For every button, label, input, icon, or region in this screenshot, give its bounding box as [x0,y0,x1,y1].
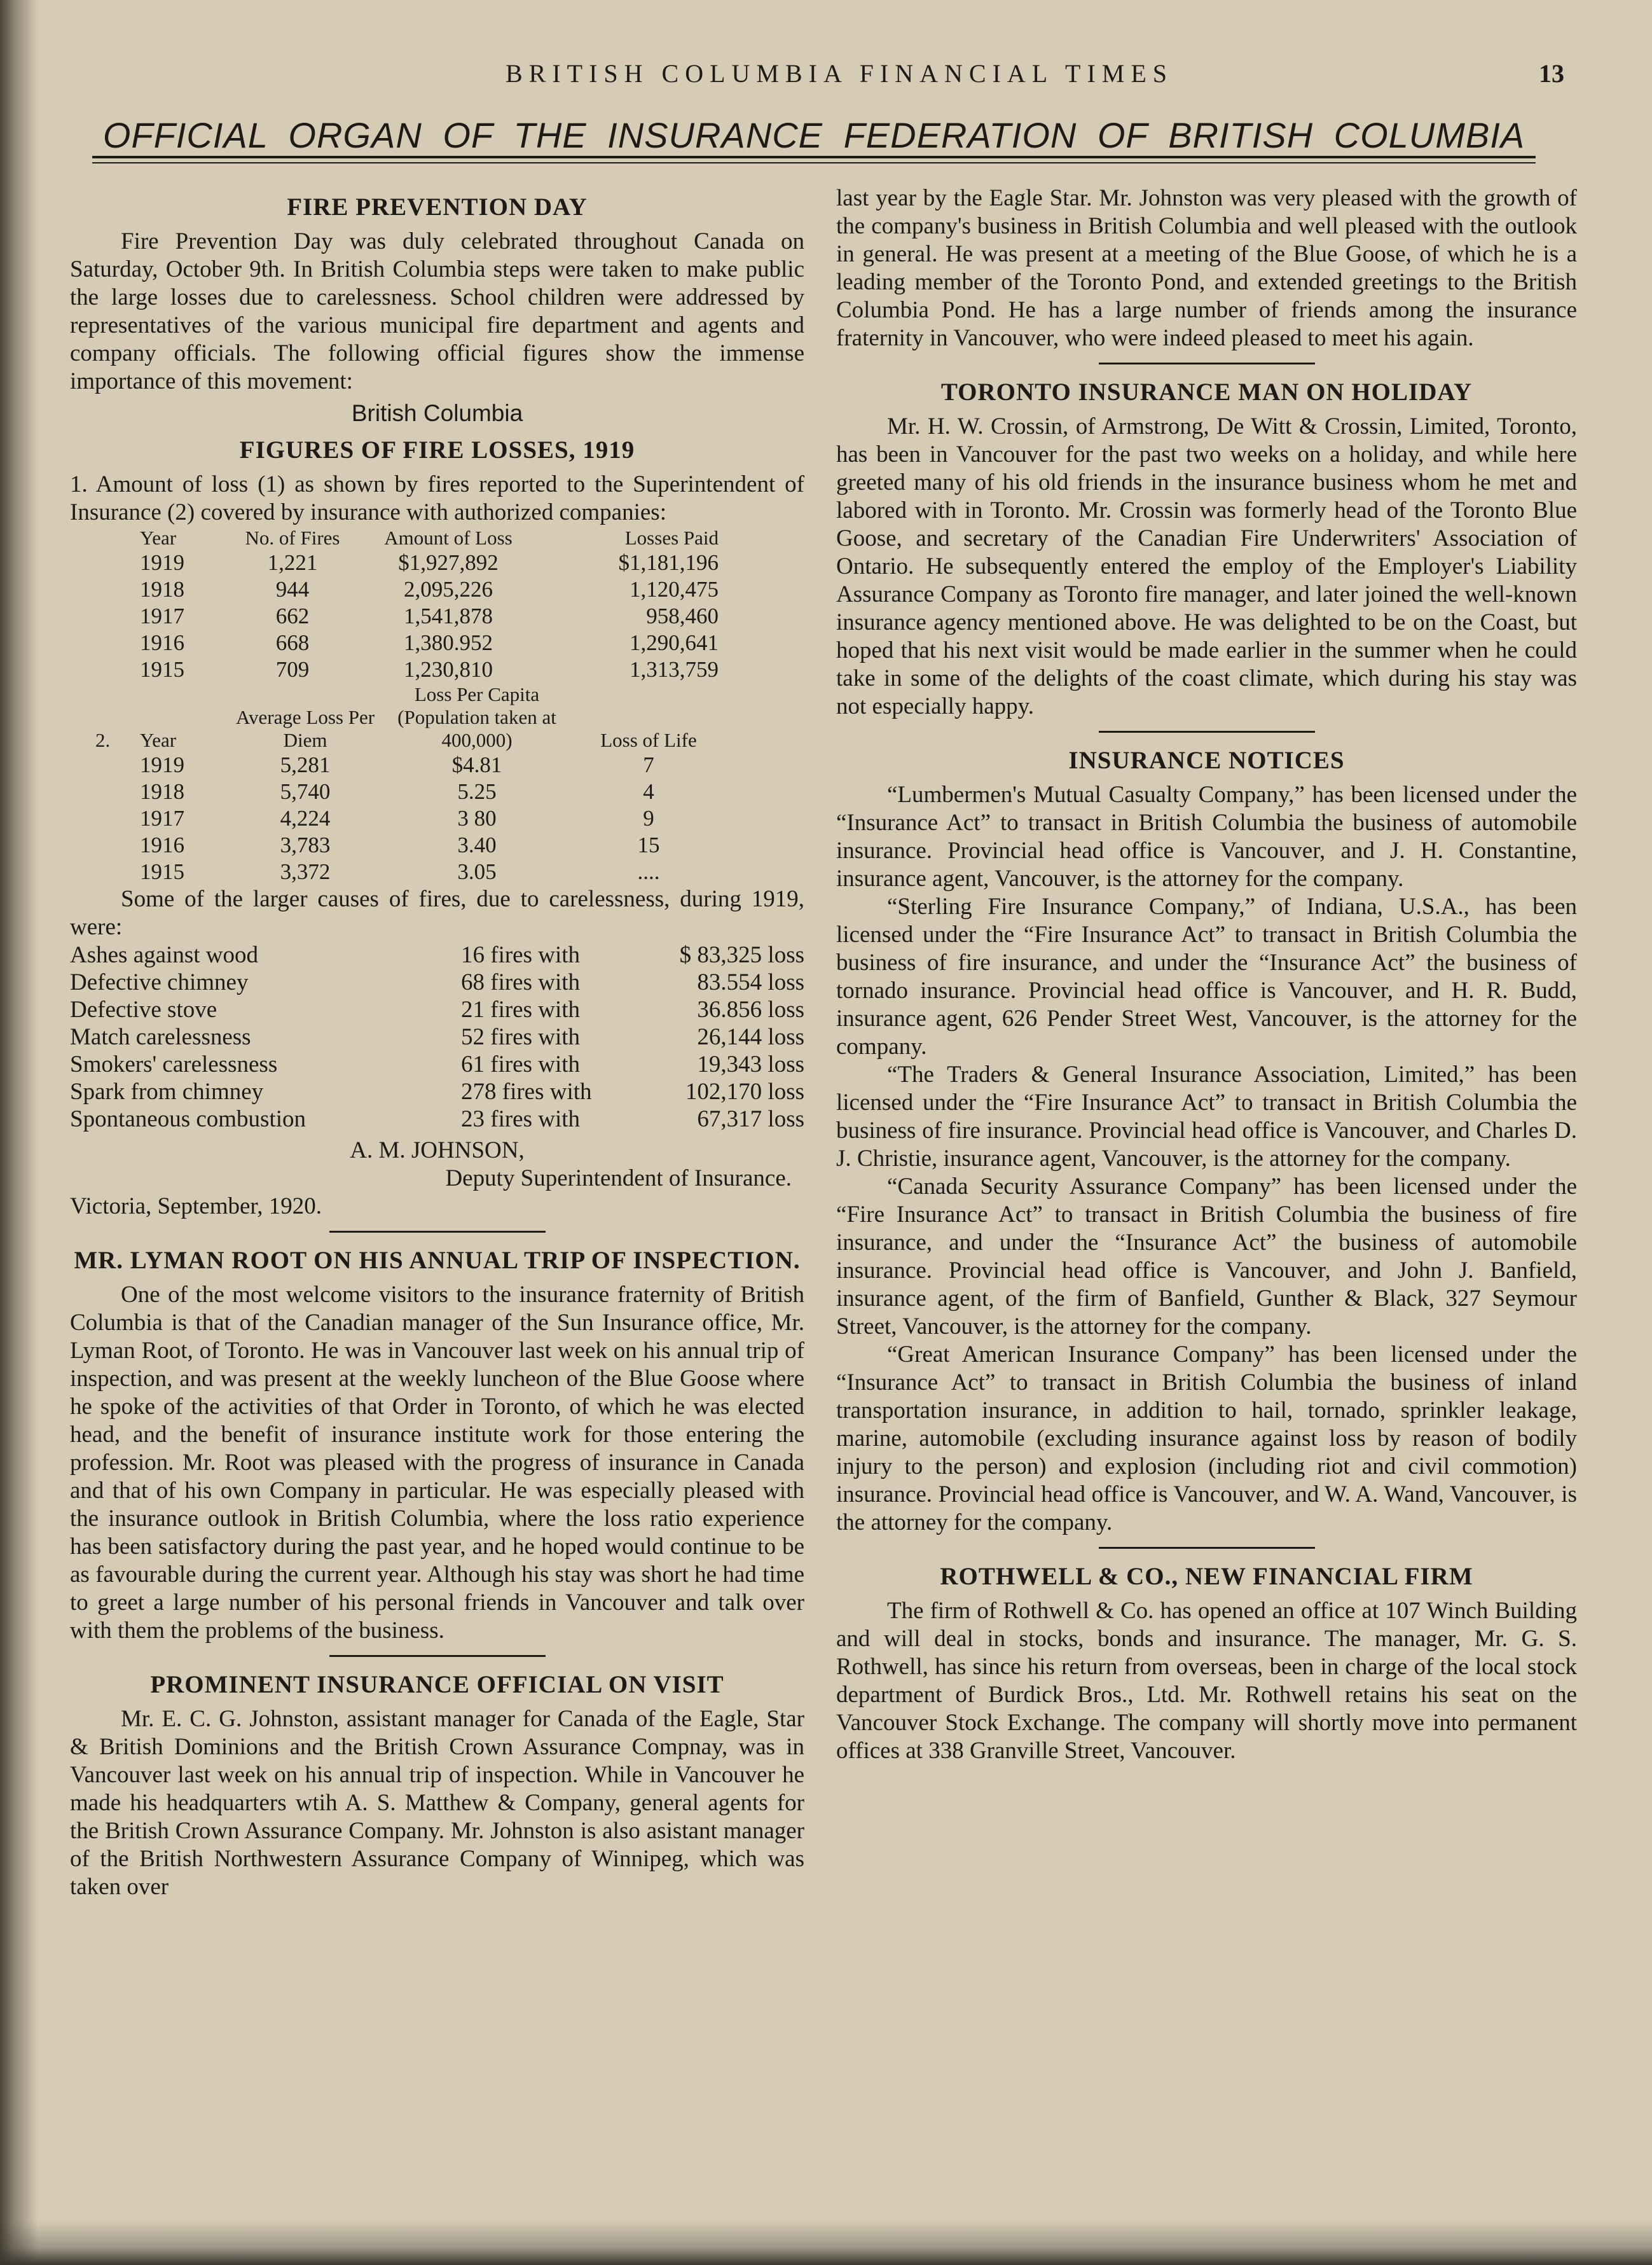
rothwell-headline: ROTHWELL & CO., NEW FINANCIAL FIRM [940,1563,1473,1590]
toronto-man-body: Mr. H. W. Crossin, of Armstrong, De Witt & Crossin, Limited, Toronto, has been in Vancouver for the past two weeks on a holiday, and while here greeted many of his old friends in the insurance business whom he met and labored with in Toronto. Mr. Crossin was formerly head of the Toronto Blue Goose, and secretary of the Canadian Fire Underwriters' Association of Ontario. He subsequently entered the employ of the Employer's Liability Assurance Company as Toronto fire manager, and later joined the well-known insurance agency mentioned above. He was delighted to be on the Coast, but hoped that his next visit would be made earlier in the summer when he could take in some of the delights of the coast climate, which during his stay was not especially happy. [836,413,1577,719]
page-bottom-shadow [0,2220,1652,2265]
cause-amount: 36.856 loss [697,997,804,1023]
left-column [70,184,804,1901]
signature-name: A. M. JOHNSON, [350,1137,525,1163]
table-cell: 3.05 [457,859,497,884]
table-cell [95,779,140,805]
johnston-body-left: Mr. E. C. G. Johnston, assistant manager for Canada of the Eagle, Star & British Dominions and the British Crown Assurance Compnay, was in Vancouver last week on his annual trip of inspection. While in Vancouver he made his headquarters wtih A. S. Matthew & Company, general agents for the British Crown Assurance Company. Mr. Johnston is also asistant manager of the British Northwestern Assurance Company of Winnipeg, which was taken over [70,1706,804,1900]
table-cell: 4 [643,779,654,804]
cause-label: Smokers' carelessness [70,1051,278,1077]
table-cell: 3 80 [457,806,497,831]
cause-label: Spark from chimney [70,1079,264,1105]
cause-label: Defective chimney [70,969,249,995]
cause-label: Match carelessness [70,1024,251,1050]
cause-amount: 26,144 loss [697,1024,804,1050]
per-capita-header [95,683,725,752]
table-cell: 944 [275,577,310,602]
signature-place: Victoria, September, 1920. [70,1193,322,1219]
cause-amount: 67,317 loss [697,1106,804,1132]
table-row [70,941,804,969]
cause-label: Spontaneous combustion [70,1106,306,1132]
section-divider [1099,1547,1315,1549]
organ-banner: OFFICIAL ORGAN OF THE INSURANCE FEDERATION OF BRITISH COLUMBIA [102,115,1525,155]
per-capita-table [95,683,725,885]
notice-paragraph: “Sterling Fire Insurance Company,” of Indiana, U.S.A., has been licensed under the “Fire Insurance Act” to transact in British Columbia the business of fire insurance, and under the “Insurance Act” the business of tornado insurance. Provincial head office is Vancouver, and H. R. Budd, insurance agent, 626 Pender Street West, Vancouver, is the attorney for the company. [836,894,1577,1060]
table-cell: 5,281 [280,752,331,777]
table-cell: 662 [275,604,310,628]
table-cell: 1918 [140,577,184,602]
causes-intro: Some of the larger causes of fires, due to carelessness, during 1919, were: [70,886,804,940]
table-cell: 1919 [140,550,184,575]
table-cell: 1,120,475 [630,577,719,602]
col-year: Year [140,527,177,549]
johnston-headline: PROMINENT INSURANCE OFFICIAL ON VISIT [150,1671,724,1698]
table-cell: 9 [643,806,654,831]
loss-table-header [140,527,719,550]
table-cell: 2,095,226 [404,577,493,602]
col-amount: Amount of Loss [384,527,513,549]
banner-rule [92,156,1536,163]
table-cell: 5,740 [280,779,331,804]
table-cell: $4.81 [451,752,502,777]
cause-amount: 19,343 loss [697,1051,804,1077]
table-row [70,1105,804,1133]
table-cell [95,752,140,779]
table-cell: 3,372 [280,859,331,884]
figures-title: FIGURES OF FIRE LOSSES, 1919 [239,436,635,464]
table-cell: 1918 [140,779,184,804]
section-divider [329,1231,546,1233]
table-row [95,832,725,859]
col-fires: No. of Fires [245,527,340,549]
table-cell [95,859,140,885]
table-row [140,656,719,683]
table-cell: 709 [275,657,310,682]
cause-fires: 16 fires with [461,942,581,968]
causes-table [70,941,804,1133]
table-row [95,752,725,779]
table-row [95,779,725,805]
table-cell: 1,221 [267,550,318,575]
col-year: Year [140,729,177,751]
table-cell: 3.40 [457,833,497,857]
johnston-body-right: last year by the Eagle Star. Mr. Johnston was very pleased with the growth of the company's business in British Columbia and well pleased with the outlook in general. He was present at a meeting of the Blue Goose, of which he is a leading member of the Toronto Pond, and extended greetings to the British Columbia Pond. He has a large number of friends among the insurance fraternity in Vancouver, who were indeed pleased to meet his again. [836,185,1577,351]
table-cell: 5.25 [457,779,497,804]
page-number: 13 [1539,59,1564,88]
table-row [70,969,804,996]
table-row [140,550,719,576]
table-cell: 1916 [140,630,184,655]
running-head: BRITISH COLUMBIA FINANCIAL TIMES [505,59,1174,88]
table-row [70,1023,804,1051]
table-cell: 1,541,878 [404,604,493,628]
region-subhead: British Columbia [351,400,523,426]
right-column [836,184,1577,1765]
section-divider [329,1655,546,1657]
table-cell: 958,460 [646,604,719,628]
rothwell-body: The firm of Rothwell & Co. has opened an office at 107 Winch Building and will deal in stocks, bonds and insurance. The manager, Mr. G. S. Rothwell, has since his return from overseas, been in charge of the local stock department of Burdick Bros., Ltd. Mr. Rothwell retains his seat on the Vancouver Stock Exchange. The company will shortly move into permanent offices at 338 Granville Street, Vancouver. [836,1598,1577,1764]
table-cell: 1,380.952 [404,630,493,655]
table-cell: 1,230,810 [404,657,493,682]
table-row [95,859,725,885]
notice-paragraph: “Great American Insurance Company” has been licensed under the “Insurance Act” to transact in British Columbia the business of inland transportation insurance, in addition to hail, tornado, sprinkler leakage, marine, automobile (excluding insurance against loss by reason of bodily injury to the person) and explosion (including riot and civil commotion) insurance. Provincial head office is Vancouver, and W. A. Wand, Vancouver, is the attorney for the company. [836,1341,1577,1535]
loss-table [140,527,719,683]
table-cell: 1,313,759 [630,657,719,682]
table-row [70,1078,804,1105]
table-cell: 1919 [140,752,184,777]
binding-shadow [0,0,38,2265]
table-row [95,805,725,832]
table-row [140,630,719,656]
table-cell: 3,783 [280,833,331,857]
table-cell: 1915 [140,859,184,884]
lyman-root-body: One of the most welcome visitors to the insurance fraternity of British Columbia is that of the Canadian manager of the Sun Insurance office, Mr. Lyman Root, of Toronto. He was in Vancouver last week on his annual trip of inspection, and was present at the weekly luncheon of the Blue Goose where he spoke of the activities of that Order in Toronto, of which he was elected head, and the benefit of insurance institute work for those entering the profession. Mr. Root was pleased with the progress of insurance in Canada and that of his own Company in particular. He was especially pleased with the insurance outlook in British Columbia, where the loss ratio experience has been satisfactory during the past year, and he hoped would continue to be as favourable during the current year. Although his stay was short he had time to greet a large number of his personal friends in Vancouver and talk over with them the problems of the business. [70,1282,804,1644]
table-cell: $1,181,196 [618,550,719,575]
cause-amount: 102,170 loss [685,1079,804,1105]
cause-label: Defective stove [70,997,217,1023]
cause-amount: $ 83,325 loss [679,942,804,968]
fire-prevention-intro: Fire Prevention Day was duly celebrated throughout Canada on Saturday, October 9th. In British Columbia steps were taken to make public the large losses due to carelessness. School children were addressed by representatives of the various municipal fire department and agents and company officials. The following official figures show the immense importance of this movement: [70,228,804,394]
table-cell: 4,224 [280,806,331,831]
table-cell: 668 [275,630,310,655]
notice-paragraph: “Canada Security Assurance Company” has been licensed under the “Fire Insurance Act” to transact in British Columbia the business of fire insurance, and under the “Insurance Act” the business of automobile insurance. Provincial head office is Vancouver, and John J. Banfield, insurance agent, of the firm of Banfield, Gunther & Black, 327 Seymour Street, Vancouver, is the attorney for the company. [836,1174,1577,1340]
section-divider [1099,731,1315,733]
lyman-root-headline: MR. LYMAN ROOT ON HIS ANNUAL TRIP OF INSPECTION. [74,1247,801,1274]
notice-paragraph: “The Traders & General Insurance Association, Limited,” has been licensed under the “Fire Insurance Act” to transact in British Columbia the business of fire insurance. Provincial head office is Vancouver, and Charles D. J. Christie, insurance agent, Vancouver, is the attorney for the company. [836,1062,1577,1172]
section2-number: 2. [95,729,111,751]
table-cell: 1916 [140,833,184,857]
cause-fires: 23 fires with [461,1106,581,1132]
signature-title: Deputy Superintendent of Insurance. [445,1165,792,1191]
cause-label: Ashes against wood [70,942,258,968]
col-paid: Losses Paid [624,527,719,549]
table-cell [95,832,140,859]
cause-fires: 68 fires with [461,969,581,995]
toronto-man-headline: TORONTO INSURANCE MAN ON HOLIDAY [940,378,1473,406]
table-cell [95,805,140,832]
notice-paragraph: “Lumbermen's Mutual Casualty Company,” has been licensed under the “Insurance Act” to transact in British Columbia the business of automobile insurance. Provincial head office is Vancouver, and J. H. Constantine, insurance agent, Vancouver, is the attorney for the company. [836,782,1577,892]
table-cell: .... [637,859,660,884]
table-cell: 1917 [140,604,184,628]
cause-fires: 61 fires with [461,1051,581,1077]
table-row [70,996,804,1023]
col-avg-loss: Average Loss Per Diem [235,706,375,751]
cause-fires: 21 fires with [461,997,581,1023]
fire-prevention-headline: FIRE PREVENTION DAY [287,193,588,221]
cause-amount: 83.554 loss [697,969,804,995]
table-cell: 1915 [140,657,184,682]
section-divider [1099,363,1315,364]
table-row [140,576,719,603]
table-cell: 7 [643,752,654,777]
table-cell: 1,290,641 [630,630,719,655]
col-per-capita: Loss Per Capita (Population taken at 400,000) [397,683,556,751]
col-loss-of-life: Loss of Life [600,729,697,751]
table-cell: 1917 [140,806,184,831]
table-row [70,1051,804,1078]
notices-headline: INSURANCE NOTICES [1068,747,1345,774]
table-cell: $1,927,892 [398,550,499,575]
table-row [140,603,719,630]
cause-fires: 52 fires with [461,1024,581,1050]
section1-note: 1. Amount of loss (1) as shown by fires reported to the Superintendent of Insurance (2) covered by insurance with authorized companies: [70,471,804,525]
table-cell: 15 [637,833,660,857]
cause-fires: 278 fires with [461,1079,592,1105]
